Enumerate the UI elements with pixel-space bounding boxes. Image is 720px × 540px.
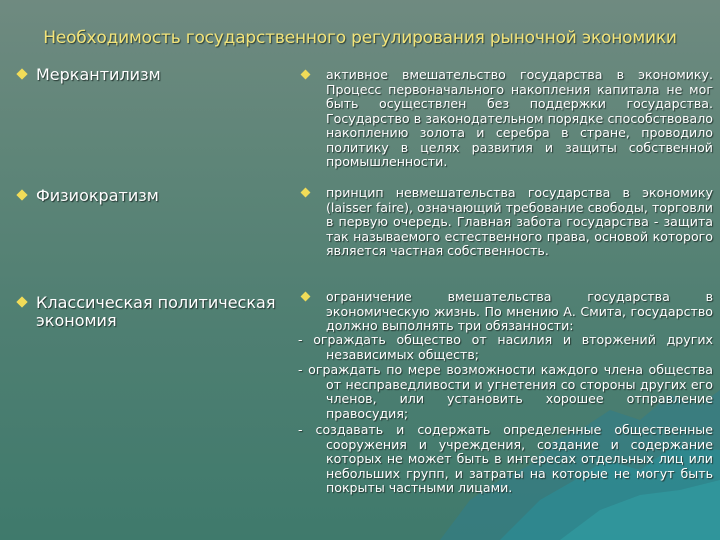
- right-item-text: активное вмешательство государства в экономику. Процесс первоначального накопления капитала не мог быть осуществлен без поддержки государства. Государство в законодательном порядке способствовало накоплению золота и серебра в стране, проводило политику в целях развития и защиты собственной промышленности.: [326, 67, 713, 169]
- duty-item: - создавать и содержать определенные общественные сооружения и учреждения, создание и содержание которых не может быть в интересах отдельных лиц или небольших групп, и затраты на которые не могут быть покрыты частными лицами.: [298, 422, 713, 495]
- left-item-label: Классическая политическая экономия: [36, 293, 276, 330]
- right-item-mercantilism: [298, 68, 713, 170]
- right-item-text: принцип невмешательства государства в экономику (laisser faire), означающий требование свободы, торговли в первую очередь. Главная забота государства - защита так называемого естественного права, основой которого является частная собственность.: [326, 185, 713, 258]
- diamond-bullet-icon: [16, 68, 27, 79]
- diamond-bullet-icon: [301, 188, 311, 198]
- duty-item: - ограждать по мере возможности каждого члена общества от несправедливости и угнетения со стороны других его членов, или установить хорошее отправление правосудия;: [298, 362, 713, 421]
- left-item-label: Физиократизм: [36, 186, 159, 205]
- slide-title: Необходимость государственного регулирования рыночной экономики: [43, 28, 677, 48]
- diamond-bullet-icon: [301, 70, 311, 80]
- right-item-physiocracy: [298, 186, 713, 259]
- right-item-text: ограничение вмешательства государства в экономическую жизнь. По мнению А. Смита, государство должно выполнять три обязанности:: [326, 289, 713, 333]
- left-item-physiocracy: [18, 187, 159, 205]
- duty-item: - ограждать общество от насилия и вторжений других независимых обществ;: [298, 332, 713, 362]
- left-item-mercantilism: [18, 66, 161, 84]
- left-item-label: Меркантилизм: [36, 65, 161, 84]
- diamond-bullet-icon: [16, 296, 27, 307]
- diamond-bullet-icon: [301, 292, 311, 302]
- diamond-bullet-icon: [16, 189, 27, 200]
- left-item-classical-economy: [18, 294, 286, 330]
- right-item-classical-economy: [298, 290, 713, 334]
